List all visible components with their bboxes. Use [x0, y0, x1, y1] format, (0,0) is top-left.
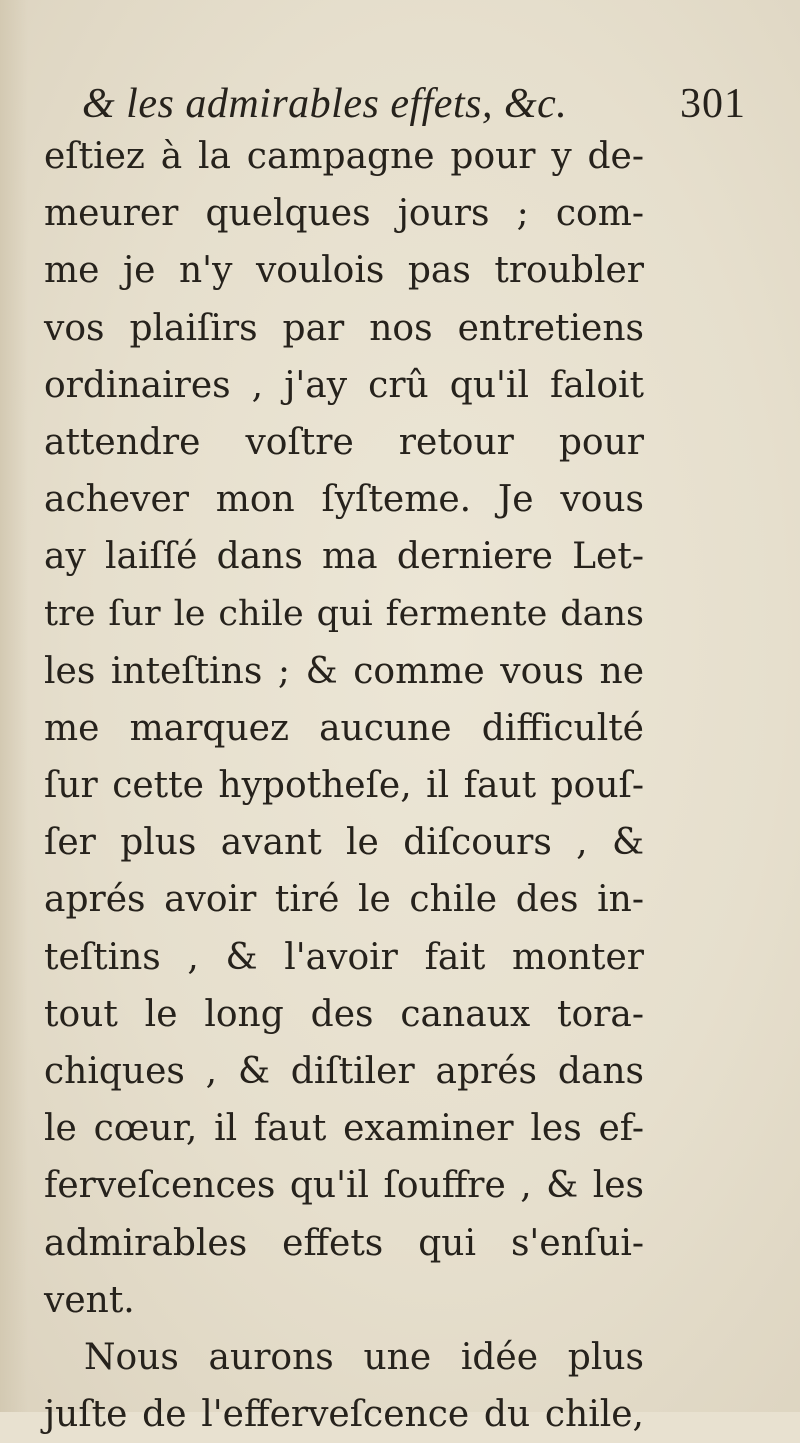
text-line: ordinaires , j'ay crû qu'il faloit	[44, 364, 644, 406]
paragraph-first-line: Nous aurons une idée plus	[84, 1336, 644, 1378]
text-line: achever mon ſyſteme. Je vous	[44, 479, 644, 521]
text-line: aprés avoir tiré le chile des in-	[44, 879, 644, 921]
page-number: 301	[680, 81, 746, 127]
text-line: vent.	[44, 1279, 135, 1321]
text-line: eſtiez à la campagne pour y de-	[44, 136, 644, 177]
text-line: attendre voſtre retour pour	[44, 421, 644, 463]
text-line: meurer quelques jours ; com-	[44, 193, 644, 235]
text-line: ferveſcences qu'il ſouffre , & les	[44, 1165, 644, 1207]
text-line: ay laiſſé dans ma derniere Let-	[44, 536, 644, 578]
text-line: teſtins , & l'avoir fait monter	[44, 936, 644, 978]
text-line: ſer plus avant le diſcours , &	[44, 822, 644, 864]
text-line: chiques , & diſtiler aprés dans	[44, 1051, 644, 1092]
running-head-title: & les admirables effets, &c.	[82, 81, 568, 127]
text-line: tre ſur le chile qui fermente dans	[44, 593, 644, 634]
text-line: me je n'y voulois pas troubler	[44, 250, 644, 292]
text-line: me marquez aucune difficulté	[44, 707, 644, 749]
body-text	[44, 128, 644, 1443]
text-line: admirables effets qui s'enſui-	[44, 1222, 644, 1264]
text-line: le cœur, il faut examiner les ef-	[44, 1108, 644, 1150]
text-line: ſur cette hypotheſe, il faut pouſ-	[44, 765, 644, 807]
text-line: les inteſtins ; & comme vous ne	[44, 650, 644, 692]
text-line: tout le long des canaux tora-	[44, 993, 644, 1035]
running-head	[0, 72, 800, 136]
text-line: juſte de l'efferveſcence du chile,	[44, 1394, 644, 1436]
text-line: vos plaiſirs par nos entretiens	[44, 307, 644, 349]
